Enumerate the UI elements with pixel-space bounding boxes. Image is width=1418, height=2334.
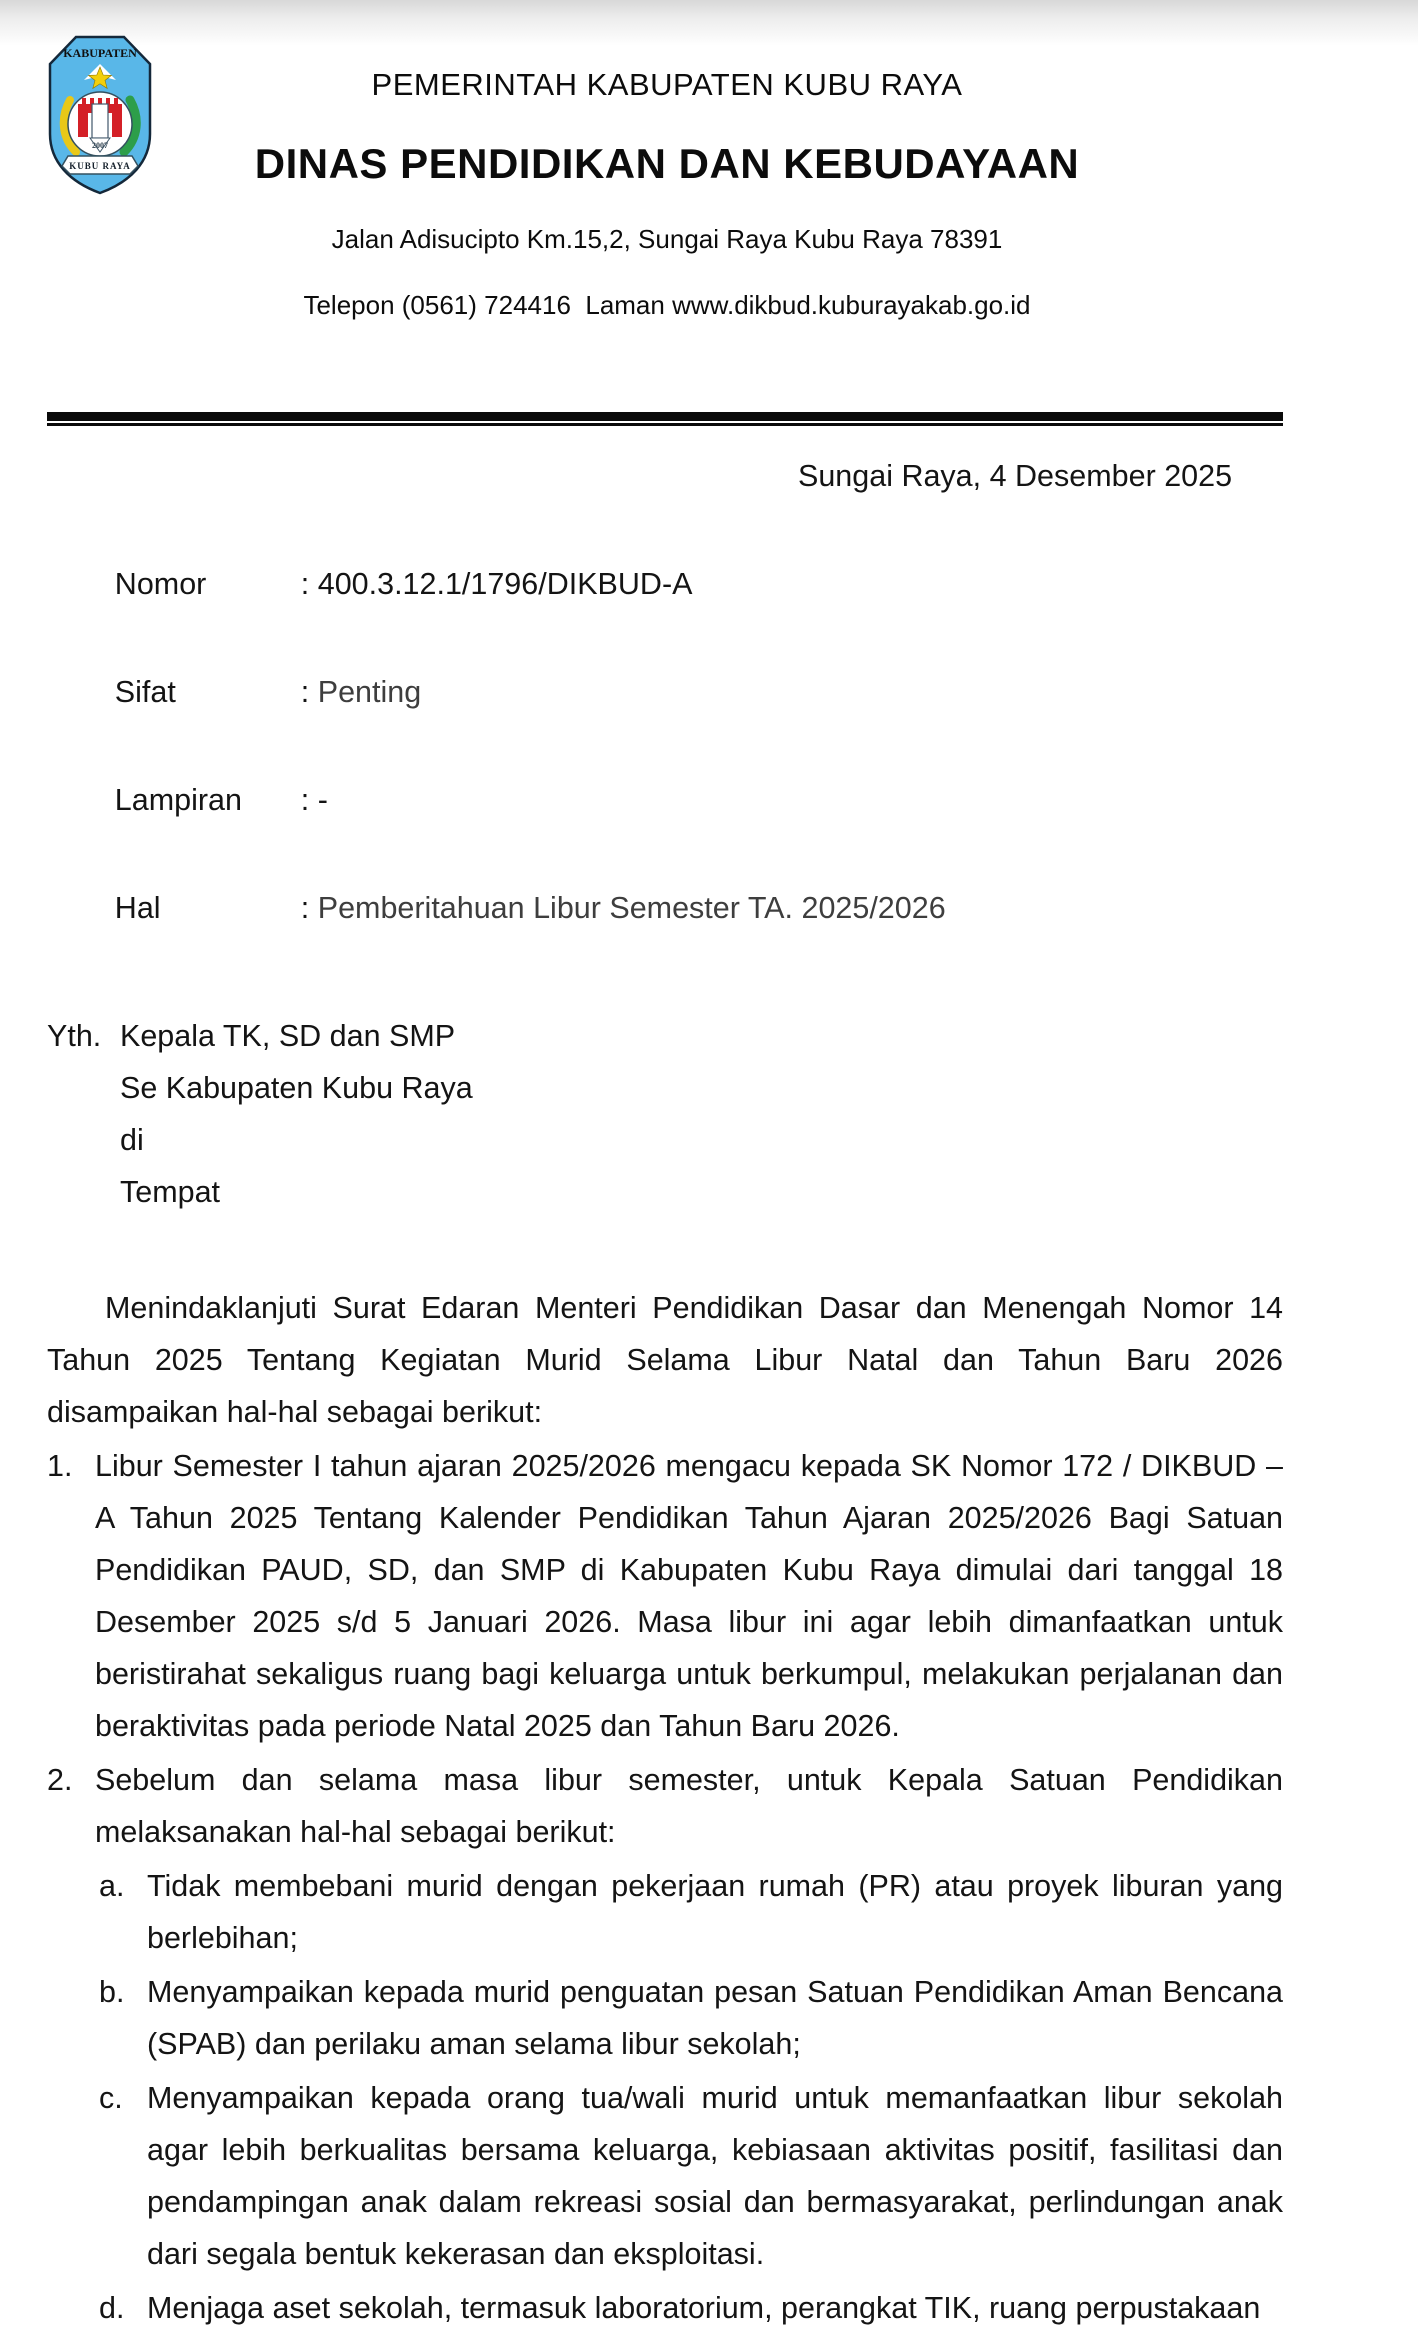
sub-item-text: Menjaga aset sekolah, termasuk laboratorium, perangkat TIK, ruang perpustakaan [147, 2291, 1261, 2325]
agency-name: DINAS PENDIDIKAN DAN KEBUDAYAAN [254, 140, 1080, 187]
opening-paragraph: Menindaklanjuti Surat Edaran Menteri Pendidikan Dasar dan Menengah Nomor 14 Tahun 2025 Tentang Kegiatan Murid Selama Libur Natal dan Tahun Baru 2026 disampaikan hal-hal sebagai berikut: [47, 1291, 1283, 1429]
letterhead [0, 0, 1418, 356]
letterhead-divider-rule [47, 412, 1283, 426]
meta-separator: : [300, 891, 318, 925]
item-text: Libur Semester I tahun ajaran 2025/2026 mengacu kepada SK Nomor 172 / DIKBUD – A Tahun 2025 Tentang Kalender Pendidikan Tahun Ajaran 2025/2026 Bagi Satuan Pendidikan PAUD, SD, dan SMP di Kabupaten Kubu Raya dimulai dari tanggal 18 Desember 2025 s/d 5 Januari 2026. Masa libur ini agar lebih dimanfaatkan untuk beristirahat sekaligus ruang bagi keluarga untuk berkumpul, melakukan perjalanan dan beraktivitas pada periode Natal 2025 dan Tahun Baru 2026. [95, 1449, 1283, 1743]
recipient-name: Kepala TK, SD dan SMP [120, 1019, 456, 1053]
item-number: 2. [47, 1763, 73, 1797]
letter-meta-block [47, 530, 1283, 962]
sub-item-a [99, 1860, 1283, 1964]
meta-value: Penting [317, 675, 422, 709]
divider-thin-line [47, 423, 1283, 426]
sub-item-letter: b. [99, 1975, 125, 2009]
letter-content [47, 458, 1283, 2334]
recipient-line: di [120, 1123, 144, 1157]
meta-row-lampiran [47, 746, 1283, 854]
sub-item-text: Menyampaikan kepada murid penguatan pesan Satuan Pendidikan Aman Bencana (SPAB) dan perilaku aman selama libur sekolah; [147, 1975, 1283, 2061]
divider-thick-line [47, 412, 1283, 421]
kubu-raya-regency-seal-logo [46, 34, 154, 196]
sub-item-c [99, 2072, 1283, 2280]
meta-row-nomor [47, 530, 1283, 638]
salutation: Yth. [47, 1019, 102, 1053]
sub-item-letter: d. [99, 2291, 125, 2325]
recipient-line [47, 1010, 1283, 1062]
address-line: Jalan Adisucipto Km.15,2, Sungai Raya Kubu Raya 78391 [331, 224, 1003, 254]
meta-separator: : [300, 783, 318, 817]
meta-value: Pemberitahuan Libur Semester TA. 2025/2026 [317, 891, 946, 925]
seal-year: 2007 [92, 141, 108, 150]
sub-item-letter: a. [99, 1869, 125, 1903]
sub-item-text: Menyampaikan kepada orang tua/wali murid untuk memanfaatkan libur sekolah agar lebih berkualitas bersama keluarga, kebiasaan aktivitas positif, fasilitasi dan pendampingan anak dalam rekreasi sosial dan bermasyarakat, perlindungan anak dari segala bentuk kekerasan dan eksploitasi. [147, 2081, 1283, 2271]
item-number: 1. [47, 1449, 73, 1483]
recipient-line: Tempat [120, 1175, 221, 1209]
sub-item-b [99, 1966, 1283, 2070]
seal-top-label: KABUPATEN [63, 46, 137, 60]
seal-bottom-label: KUBU RAYA [69, 161, 131, 171]
recipient-block [47, 1010, 1283, 1218]
meta-row-hal [47, 854, 1283, 962]
item-text: Sebelum dan selama masa libur semester, untuk Kepala Satuan Pendidikan melaksanakan hal-hal sebagai berikut: [95, 1763, 1283, 1849]
list-item-2 [47, 1754, 1283, 1858]
meta-label: Nomor [114, 567, 207, 601]
letterhead-text [140, 30, 1194, 356]
meta-label: Lampiran [114, 783, 242, 817]
meta-separator: : [300, 675, 318, 709]
contact-line: Telepon (0561) 724416 Laman www.dikbud.kuburayakab.go.id [303, 290, 1031, 320]
sub-item-d [99, 2282, 1283, 2334]
meta-row-sifat [47, 638, 1283, 746]
government-name: PEMERINTAH KABUPATEN KUBU RAYA [371, 67, 963, 102]
sub-item-text: Tidak membebani murid dengan pekerjaan rumah (PR) atau proyek liburan yang berlebihan; [147, 1869, 1283, 1955]
list-item-1 [47, 1440, 1283, 1752]
meta-label: Hal [114, 891, 161, 925]
numbered-list [47, 1440, 1283, 2334]
meta-value: - [317, 783, 328, 817]
meta-label: Sifat [114, 675, 176, 709]
recipient-line: Se Kabupaten Kubu Raya [120, 1071, 473, 1105]
dateline: Sungai Raya, 4 Desember 2025 [798, 459, 1233, 493]
meta-separator: : [300, 567, 318, 601]
meta-value: 400.3.12.1/1796/DIKBUD-A [317, 567, 693, 601]
sub-item-letter: c. [99, 2081, 123, 2115]
seal-tower [92, 104, 108, 138]
